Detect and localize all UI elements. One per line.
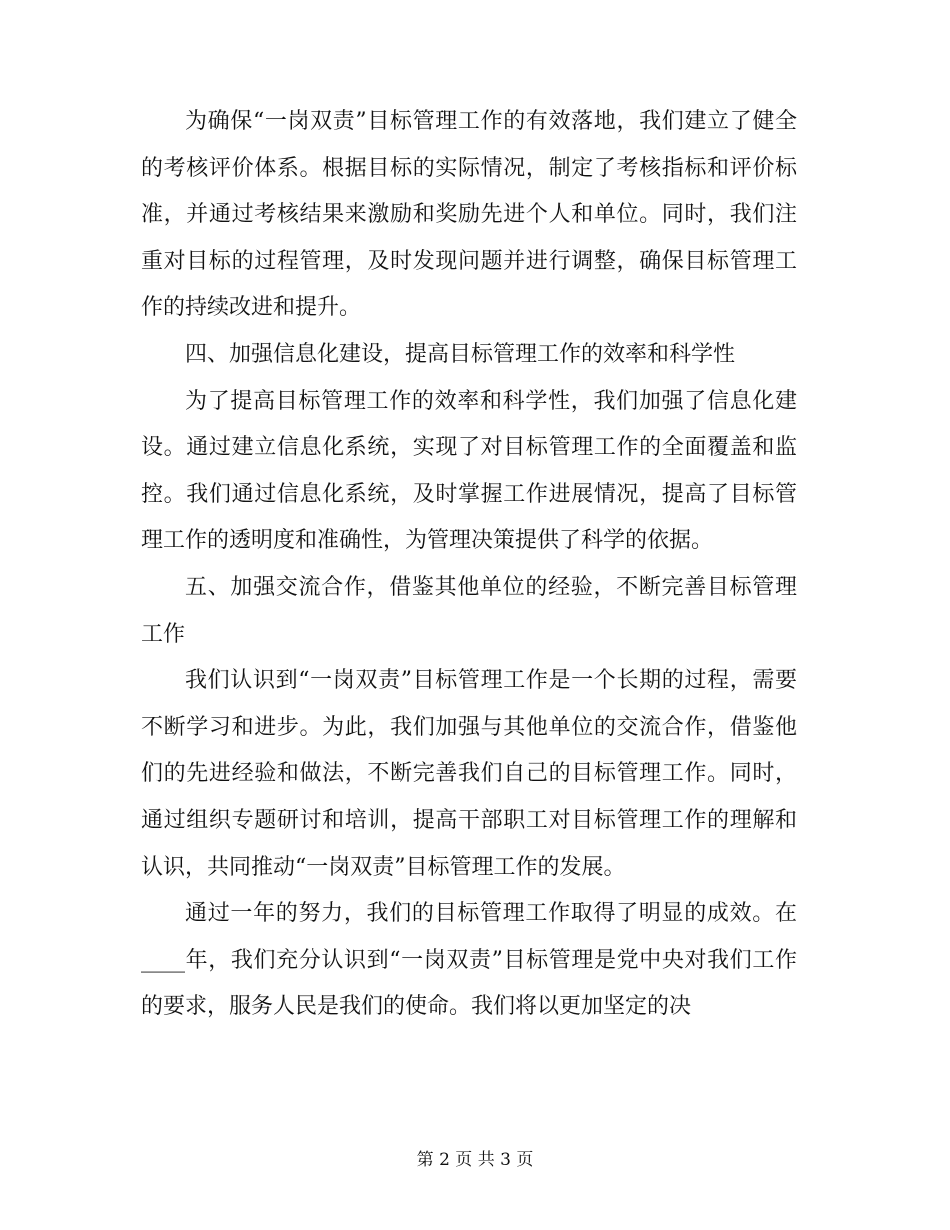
paragraph-exchange-cooperation: 我们认识到“一岗双责”目标管理工作是一个长期的过程，需要不断学习和进步。为此，我们加强与其他单位的交流合作，借鉴他们的先进经验和做法，不断完善我们自己的目标管理工作。同时，通过组织专题研讨和培训，提高干部职工对目标管理工作的理解和认识，共同推动“一岗双责”目标管理工作的发展。 xyxy=(141,668,797,880)
paragraph-annual-results: 通过一年的努力，我们的目标管理工作取得了明显的成效。在____年，我们充分认识到“一岗双责”目标管理是党中央对我们工作的要求，服务人民是我们的使命。我们将以更加坚定的决 xyxy=(141,901,797,1020)
section-heading-informatization: 四、加强信息化建设，提高目标管理工作的效率和科学性 xyxy=(185,341,736,367)
page-footer: 第 2 页 共 3 页 xyxy=(416,1150,534,1170)
section-heading-exchange-cooperation: 五、加强交流合作，借鉴其他单位的经验，不断完善目标管理工作 xyxy=(141,574,797,647)
document-body xyxy=(141,99,797,1031)
paragraph-informatization: 为了提高目标管理工作的效率和科学性，我们加强了信息化建设。通过建立信息化系统，实现了对目标管理工作的全面覆盖和监控。我们通过信息化系统，及时掌握工作进展情况，提高了目标管理工作的透明度和准确性，为管理决策提供了科学的依据。 xyxy=(141,388,797,554)
paragraph-assessment-system: 为确保“一岗双责”目标管理工作的有效落地，我们建立了健全的考核评价体系。根据目标的实际情况，制定了考核指标和评价标准，并通过考核结果来激励和奖励先进个人和单位。同时，我们注重对目标的过程管理，及时发现问题并进行调整，确保目标管理工作的持续改进和提升。 xyxy=(141,109,797,321)
